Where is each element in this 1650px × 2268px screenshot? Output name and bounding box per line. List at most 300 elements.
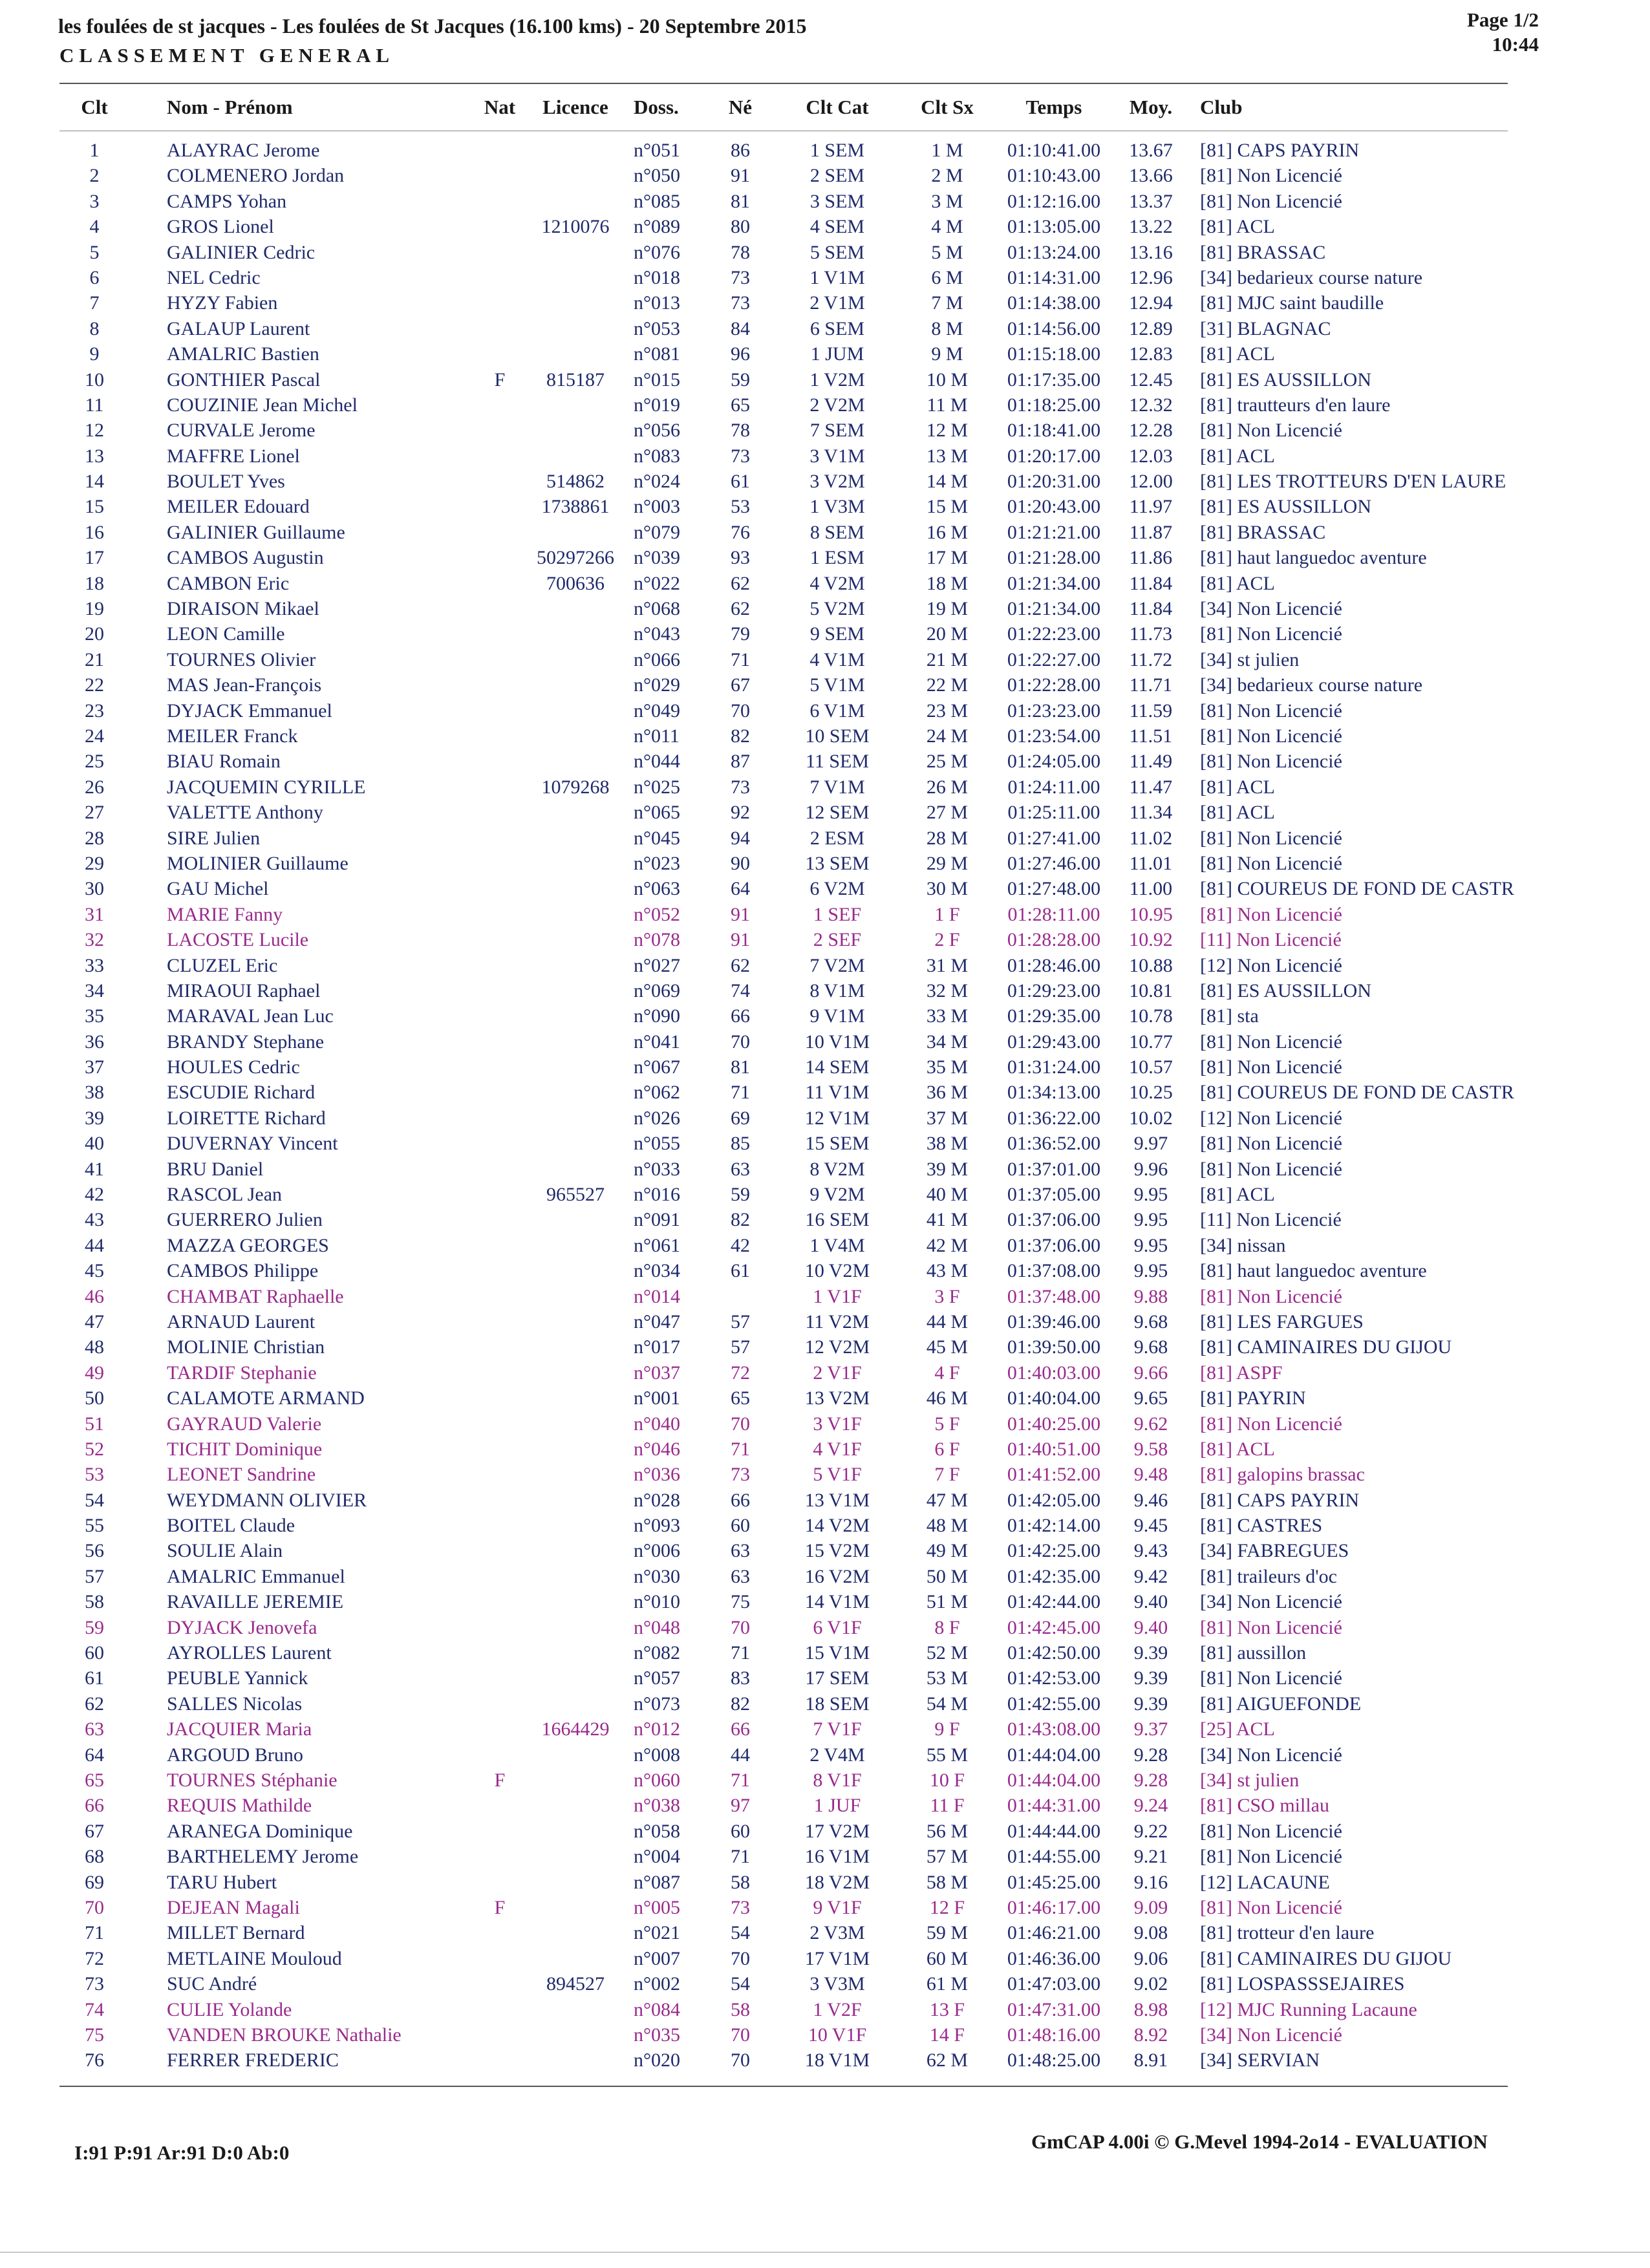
cell-doss: n°085 [634,190,680,212]
cell-clt-sx: 9 F [934,1718,960,1740]
cell-club: [81] LES TROTTEURS D'EN LAURE [1200,471,1506,493]
cell-moy: 9.66 [1133,1362,1168,1384]
cell-doss: n°021 [634,1922,680,1944]
cell-doss: n°046 [634,1438,680,1460]
table-row [0,1231,1650,1256]
cell-doss: n°033 [634,1158,680,1180]
cell-clt-cat: 17 V1M [804,1947,870,1969]
cell-moy: 13.16 [1129,241,1173,263]
cell-club: [81] CASTRES [1200,1515,1323,1537]
cell-clt-sx: 22 M [926,674,969,696]
cell-clt-sx: 42 M [926,1234,969,1256]
cell-clt-sx: 16 M [926,521,969,543]
cell-clt: 12 [85,420,104,442]
cell-ne: 94 [731,827,750,849]
cell-clt: 53 [85,1464,104,1486]
cell-clt-cat: 16 V1M [804,1846,870,1868]
cell-ne: 78 [731,241,750,263]
cell-ne: 54 [731,1922,750,1944]
cell-club: [34] nissan [1200,1234,1286,1256]
table-row [0,365,1650,390]
cell-clt-cat: 8 V1F [813,1770,862,1791]
cell-club: [11] Non Licencié [1200,929,1342,951]
cell-clt: 38 [85,1082,104,1104]
cell-nom: BIAU Romain [167,751,281,773]
cell-clt: 1 [89,140,100,161]
cell-clt-cat: 14 SEM [805,1056,870,1078]
table-row [0,1562,1650,1587]
cell-temps: 01:44:44.00 [1007,1820,1101,1842]
cell-nom: RASCOL Jean [167,1184,283,1206]
cell-doss: n°012 [634,1718,680,1740]
cell-doss: n°011 [634,725,680,747]
cell-club: [81] PAYRIN [1200,1387,1306,1409]
col-header-club: Club [1200,96,1243,118]
cell-clt: 15 [85,496,104,518]
cell-clt-cat: 5 SEM [809,241,865,263]
cell-nom: BRU Daniel [167,1158,264,1180]
cell-clt-sx: 20 M [926,623,969,645]
cell-temps: 01:22:28.00 [1007,674,1101,696]
table-row [0,1791,1650,1816]
cell-nom: CAMBOS Philippe [167,1260,319,1282]
cell-temps: 01:17:35.00 [1007,369,1101,390]
cell-ne: 81 [731,190,750,212]
cell-club: [81] ACL [1200,1438,1275,1460]
cell-doss: n°067 [634,1056,680,1078]
cell-clt-sx: 54 M [926,1693,969,1715]
cell-temps: 01:42:44.00 [1007,1591,1101,1613]
cell-clt-cat: 9 V1M [809,1005,865,1027]
cell-nom: TICHIT Dominique [167,1438,323,1460]
cell-nom: MOLINIER Guillaume [167,852,348,874]
col-header-moy: Moy. [1129,96,1173,118]
cell-club: [81] MJC saint baudille [1200,292,1384,314]
page-subtitle: CLASSEMENT GENERAL [59,44,395,67]
cell-ne: 66 [731,1005,750,1027]
cell-clt-cat: 8 SEM [809,521,865,543]
table-row [0,1740,1650,1766]
cell-ne: 71 [731,1642,750,1664]
cell-clt-sx: 53 M [926,1667,969,1689]
cell-clt-sx: 47 M [926,1489,969,1511]
cell-clt: 63 [85,1718,104,1740]
cell-clt-cat: 3 V2M [809,471,865,493]
cell-doss: n°051 [634,140,680,161]
cell-temps: 01:36:22.00 [1007,1107,1101,1129]
table-row [0,263,1650,288]
table-row [0,442,1650,467]
cell-licence: 50297266 [537,547,614,569]
cell-doss: n°014 [634,1285,680,1307]
cell-temps: 01:46:17.00 [1007,1896,1101,1918]
cell-moy: 10.92 [1129,929,1173,951]
cell-temps: 01:41:52.00 [1007,1464,1101,1486]
cell-nom: AMALRIC Bastien [167,343,319,365]
cell-clt-sx: 4 M [931,216,963,238]
cell-clt-sx: 43 M [926,1260,969,1282]
cell-clt-cat: 2 SEF [813,929,862,951]
cell-clt-sx: 6 M [931,266,963,288]
cell-nom: CAMBOS Augustin [167,547,324,569]
table-row [0,1664,1650,1689]
cell-ne: 96 [731,343,750,365]
cell-club: [12] MJC Running Lacaune [1200,1998,1417,2020]
cell-clt: 32 [85,929,104,951]
cell-club: [12] Non Licencié [1200,954,1342,976]
cell-club: [81] Non Licencié [1200,1896,1342,1918]
table-row [0,492,1650,517]
cell-clt-sx: 57 M [926,1846,969,1868]
cell-doss: n°053 [634,317,680,339]
cell-doss: n°036 [634,1464,680,1486]
cell-temps: 01:44:55.00 [1007,1846,1101,1868]
cell-club: [34] bedarieux course nature [1200,674,1423,696]
cell-nom: LEONET Sandrine [167,1464,316,1486]
cell-temps: 01:37:06.00 [1007,1209,1101,1231]
cell-ne: 70 [731,2049,750,2071]
cell-nat: F [494,369,506,390]
cell-nom: CURVALE Jerome [167,420,316,442]
cell-clt-sx: 32 M [926,979,969,1001]
cell-clt-sx: 24 M [926,725,969,747]
cell-doss: n°006 [634,1540,680,1562]
cell-moy: 13.22 [1129,216,1173,238]
cell-clt-sx: 6 F [934,1438,960,1460]
cell-clt: 31 [85,903,104,925]
cell-ne: 69 [731,1107,750,1129]
cell-clt-cat: 1 ESM [809,547,865,569]
table-row [0,543,1650,568]
cell-ne: 53 [731,496,750,518]
cell-doss: n°002 [634,1973,680,1995]
cell-clt-cat: 16 SEM [805,1209,870,1231]
cell-ne: 71 [731,1082,750,1104]
cell-ne: 71 [731,1770,750,1791]
cell-clt: 69 [85,1871,104,1893]
cell-clt: 36 [85,1031,104,1053]
cell-temps: 01:40:51.00 [1007,1438,1101,1460]
cell-temps: 01:42:50.00 [1007,1642,1101,1664]
table-row [0,874,1650,899]
cell-nom: ARGOUD Bruno [167,1744,303,1766]
cell-clt: 27 [85,802,104,824]
cell-clt-cat: 11 V1M [805,1082,870,1104]
cell-club: [81] AIGUEFONDE [1200,1693,1362,1715]
cell-temps: 01:48:25.00 [1007,2049,1101,2071]
col-header-ne: Né [728,96,753,118]
cell-ne: 90 [731,852,750,874]
cell-clt: 59 [85,1616,104,1638]
cell-clt: 40 [85,1133,104,1155]
cell-moy: 11.34 [1129,802,1173,824]
cell-temps: 01:14:31.00 [1007,266,1101,288]
cell-moy: 9.65 [1133,1387,1168,1409]
cell-moy: 9.22 [1133,1820,1168,1842]
cell-nom: SOULIE Alain [167,1540,283,1562]
cell-club: [81] CAPS PAYRIN [1200,140,1360,161]
cell-ne: 83 [731,1667,750,1689]
cell-clt-sx: 45 M [926,1336,969,1358]
cell-clt: 71 [85,1922,104,1944]
cell-temps: 01:29:23.00 [1007,979,1101,1001]
cell-clt-cat: 6 V2M [809,878,865,900]
cell-ne: 70 [731,1616,750,1638]
cell-doss: n°063 [634,878,680,900]
cell-clt: 25 [85,751,104,773]
cell-clt: 70 [85,1896,104,1918]
cell-clt: 35 [85,1005,104,1027]
cell-ne: 70 [731,1413,750,1435]
cell-temps: 01:21:34.00 [1007,572,1101,594]
cell-temps: 01:27:46.00 [1007,852,1101,874]
cell-temps: 01:44:31.00 [1007,1795,1101,1817]
table-row [0,1027,1650,1053]
cell-doss: n°017 [634,1336,680,1358]
cell-doss: n°003 [634,496,680,518]
table-row [0,1511,1650,1536]
cell-clt: 62 [85,1693,104,1715]
cell-moy: 8.91 [1133,2049,1168,2071]
cell-ne: 82 [731,1209,750,1231]
cell-moy: 9.39 [1133,1642,1168,1664]
cell-ne: 64 [731,878,750,900]
cell-club: [81] Non Licencié [1200,1616,1342,1638]
cell-temps: 01:48:16.00 [1007,2024,1101,2046]
cell-clt-sx: 36 M [926,1082,969,1104]
cell-club: [81] Non Licencié [1200,1820,1342,1842]
cell-temps: 01:29:43.00 [1007,1031,1101,1053]
cell-ne: 70 [731,2024,750,2046]
cell-temps: 01:13:05.00 [1007,216,1101,238]
table-row [0,1918,1650,1943]
cell-temps: 01:39:46.00 [1007,1311,1101,1332]
cell-nom: MAS Jean-François [167,674,322,696]
cell-clt-cat: 3 SEM [809,190,865,212]
cell-clt-cat: 9 SEM [809,623,865,645]
cell-moy: 11.72 [1129,648,1173,670]
cell-nom: LACOSTE Lucile [167,929,309,951]
cell-temps: 01:24:11.00 [1007,776,1100,798]
cell-nom: GAU Michel [167,878,269,900]
cell-nom: RAVAILLE JEREMIE [167,1591,344,1613]
cell-doss: n°039 [634,547,680,569]
cell-clt-cat: 6 V1F [813,1616,862,1638]
cell-temps: 01:29:35.00 [1007,1005,1101,1027]
cell-doss: n°087 [634,1871,680,1893]
cell-licence: 965527 [546,1184,605,1206]
cell-doss: n°049 [634,700,680,722]
table-row [0,1460,1650,1485]
cell-temps: 01:43:08.00 [1007,1718,1101,1740]
cell-doss: n°025 [634,776,680,798]
cell-nom: MEILER Franck [167,725,298,747]
table-row [0,569,1650,594]
cell-licence: 1210076 [541,216,610,238]
cell-club: [81] Non Licencié [1200,1133,1342,1155]
cell-clt-cat: 16 V2M [804,1565,870,1587]
cell-nom: REQUIS Mathilde [167,1795,312,1817]
cell-ne: 61 [731,1260,750,1282]
cell-club: [81] Non Licencié [1200,1158,1342,1180]
cell-doss: n°019 [634,394,680,416]
cell-clt: 46 [85,1285,104,1307]
cell-nom: AMALRIC Emmanuel [167,1565,345,1587]
cell-club: [81] ES AUSSILLON [1200,496,1372,518]
cell-club: [81] ES AUSSILLON [1200,979,1372,1001]
table-row [0,1409,1650,1435]
cell-clt: 72 [85,1947,104,1969]
cell-doss: n°027 [634,954,680,976]
cell-clt: 48 [85,1336,104,1358]
cell-ne: 54 [731,1973,750,1995]
cell-licence: 894527 [546,1973,605,1995]
cell-moy: 9.16 [1133,1871,1168,1893]
cell-clt-cat: 7 SEM [809,420,865,442]
cell-clt: 39 [85,1107,104,1129]
cell-temps: 01:22:23.00 [1007,623,1101,645]
cell-doss: n°061 [634,1234,680,1256]
cell-clt: 64 [85,1744,104,1766]
cell-nom: CALAMOTE ARMAND [167,1387,365,1409]
cell-clt: 5 [89,241,100,263]
cell-clt-cat: 12 SEM [805,802,870,824]
table-row [0,900,1650,925]
cell-moy: 9.68 [1133,1311,1168,1332]
cell-clt-sx: 39 M [926,1158,969,1180]
cell-clt-cat: 15 V1M [804,1642,870,1664]
cell-doss: n°055 [634,1133,680,1155]
cell-clt-cat: 18 V1M [804,2049,870,2071]
table-row [0,1332,1650,1358]
cell-moy: 8.98 [1133,1998,1168,2020]
cell-doss: n°084 [634,1998,680,2020]
table-row [0,1613,1650,1638]
cell-clt-sx: 3 M [931,190,963,212]
cell-doss: n°048 [634,1616,680,1638]
cell-clt-cat: 10 V2M [804,1260,870,1282]
cell-clt-cat: 13 V2M [804,1387,870,1409]
cell-clt-cat: 10 V1M [804,1031,870,1053]
table-row [0,1104,1650,1129]
cell-clt-sx: 50 M [926,1565,969,1587]
cell-moy: 12.28 [1129,420,1173,442]
cell-clt: 20 [85,623,104,645]
cell-clt-cat: 3 V1M [809,445,865,467]
cell-club: [81] Non Licencié [1200,1667,1342,1689]
table-row [0,136,1650,161]
cell-doss: n°045 [634,827,680,849]
cell-club: [81] ACL [1200,776,1275,798]
cell-moy: 9.46 [1133,1489,1168,1511]
cell-club: [81] Non Licencié [1200,165,1342,187]
cell-clt-sx: 44 M [926,1311,969,1332]
cell-clt-cat: 13 SEM [805,852,870,874]
page-number: Page 1/2 [1466,8,1539,31]
cell-doss: n°056 [634,420,680,442]
cell-club: [81] haut languedoc aventure [1200,547,1427,569]
cell-temps: 01:10:41.00 [1007,140,1101,161]
table-row [0,1995,1650,2020]
cell-clt-cat: 10 V1F [808,2024,867,2046]
cell-clt-sx: 13 F [929,1998,965,2020]
cell-clt: 68 [85,1846,104,1868]
col-header-nat: Nat [484,96,516,118]
cell-clt-cat: 14 V2M [804,1515,870,1537]
cell-doss: n°037 [634,1362,680,1384]
cell-ne: 60 [731,1515,750,1537]
table-row [0,187,1650,212]
cell-club: [81] aussillon [1200,1642,1307,1664]
cell-club: [11] Non Licencié [1200,1209,1342,1231]
cell-temps: 01:18:41.00 [1007,420,1101,442]
cell-nom: MILLET Bernard [167,1922,305,1944]
cell-moy: 10.95 [1129,903,1173,925]
cell-clt: 56 [85,1540,104,1562]
footer-stats: I:91 P:91 Ar:91 D:0 Ab:0 [74,2141,290,2164]
cell-clt-cat: 9 V1F [813,1896,862,1918]
cell-club: [81] Non Licencié [1200,1056,1342,1078]
cell-ne: 91 [731,929,750,951]
bottom-rule [59,2086,1508,2087]
cell-nom: GONTHIER Pascal [167,369,321,390]
cell-nom: GAYRAUD Valerie [167,1413,322,1435]
cell-ne: 84 [731,317,750,339]
cell-ne: 93 [731,547,750,569]
cell-doss: n°023 [634,852,680,874]
cell-clt-sx: 48 M [926,1515,969,1537]
table-row [0,339,1650,365]
cell-temps: 01:40:03.00 [1007,1362,1101,1384]
cell-temps: 01:42:53.00 [1007,1667,1101,1689]
cell-clt-cat: 1 JUF [813,1795,861,1817]
cell-nom: COUZINIE Jean Michel [167,394,358,416]
table-row [0,824,1650,849]
table-row [0,670,1650,696]
cell-moy: 11.49 [1129,751,1173,773]
page-info [1409,8,1539,57]
cell-temps: 01:20:17.00 [1007,445,1101,467]
cell-ne: 63 [731,1565,750,1587]
cell-clt-sx: 11 M [927,394,968,416]
table-row [0,1536,1650,1561]
cell-clt-sx: 10 F [929,1770,965,1791]
cell-ne: 57 [731,1311,750,1332]
table-row [0,722,1650,747]
table-row [0,288,1650,314]
table-row [0,594,1650,619]
cell-moy: 9.43 [1133,1540,1168,1562]
cell-club: [81] Non Licencié [1200,1413,1342,1435]
cell-clt-cat: 4 V1F [813,1438,862,1460]
cell-temps: 01:42:55.00 [1007,1693,1101,1715]
results-table [0,136,1650,2071]
cell-club: [81] Non Licencié [1200,623,1342,645]
cell-temps: 01:42:25.00 [1007,1540,1101,1562]
cell-moy: 11.97 [1129,496,1173,518]
cell-nom: MEILER Edouard [167,496,310,518]
cell-clt-sx: 61 M [926,1973,969,1995]
table-row [0,1842,1650,1867]
cell-club: [81] CAMINAIRES DU GIJOU [1200,1336,1452,1358]
cell-clt-cat: 12 V1M [804,1107,870,1129]
cell-doss: n°010 [634,1591,680,1613]
cell-ne: 80 [731,216,750,238]
cell-ne: 70 [731,700,750,722]
cell-doss: n°040 [634,1413,680,1435]
cell-moy: 9.68 [1133,1336,1168,1358]
cell-club: [81] Non Licencié [1200,827,1342,849]
